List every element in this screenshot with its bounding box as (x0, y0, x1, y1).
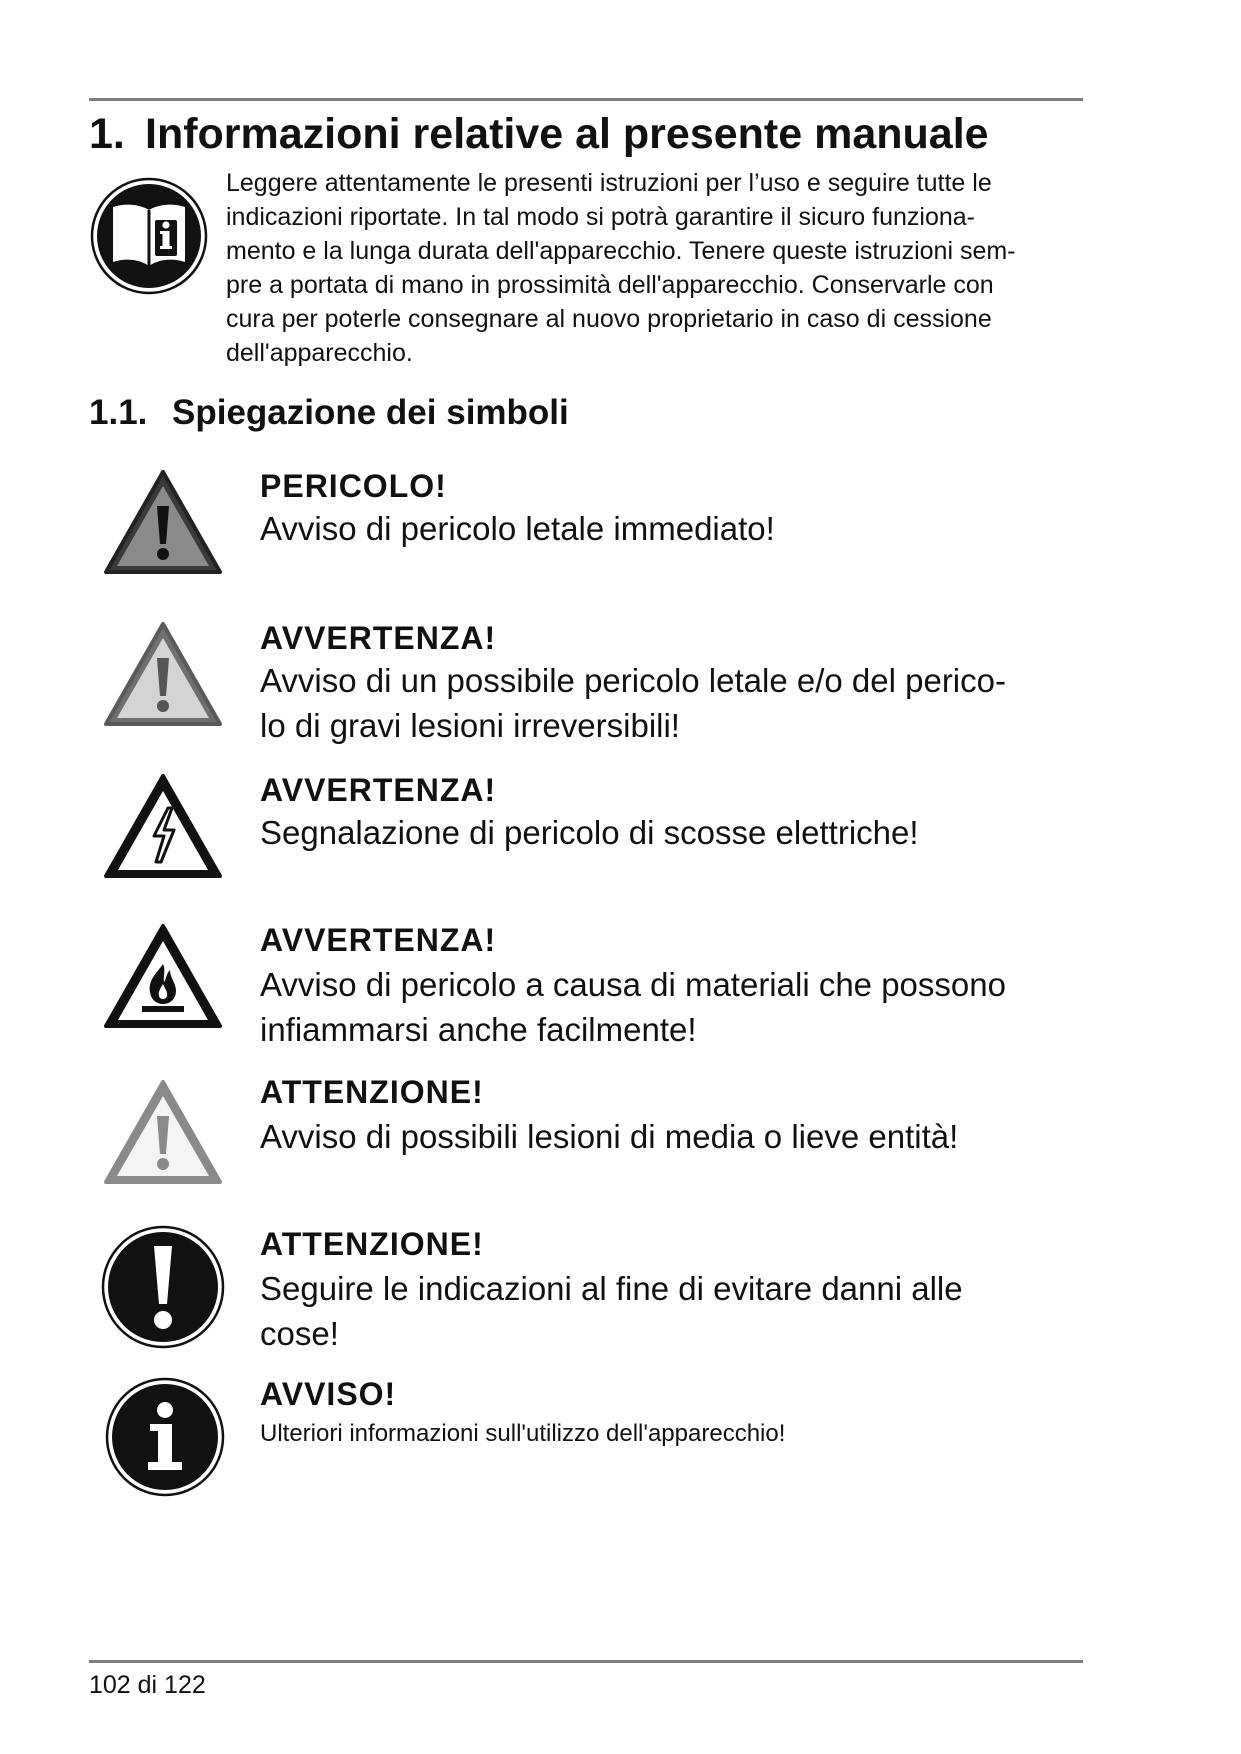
section-title: Informazioni relative al presente manuale (145, 110, 989, 158)
symbol-title: AVVERTENZA! (260, 620, 497, 656)
page-title (89, 106, 989, 162)
symbol-title: AVVERTENZA! (260, 922, 497, 958)
symbol-description (260, 658, 1080, 748)
intro-line: indicazioni riportate. In tal modo si potrà garantire il sicuro funziona- (226, 203, 975, 231)
bottom-rule (89, 1660, 1083, 1663)
symbol-title: ATTENZIONE! (260, 1074, 484, 1110)
intro-line: pre a portata di mano in prossimità dell'apparecchio. Conservarle con (226, 271, 994, 299)
subsection-title (89, 390, 569, 436)
subsection-number: 1.1. (89, 393, 148, 432)
symbol-description-line: Avviso di pericolo letale immediato! (260, 510, 775, 547)
manual-info-icon (89, 176, 209, 296)
symbol-description (260, 962, 1080, 1052)
section-number: 1. (89, 110, 125, 158)
intro-paragraph (226, 166, 1086, 370)
subsection-text: Spiegazione dei simboli (172, 393, 569, 432)
symbol-description-line: Segnalazione di pericolo di scosse elettriche! (260, 814, 919, 851)
exclamation-circle-icon (100, 1224, 226, 1350)
intro-line: dell'apparecchio. (226, 339, 413, 367)
symbol-description-line: Ulteriori informazioni sull'utilizzo dell'apparecchio! (260, 1420, 786, 1447)
symbol-description-line: Avviso di possibili lesioni di media o lieve entità! (260, 1118, 959, 1155)
symbol-title: AVVISO! (260, 1376, 397, 1412)
danger-triangle-icon (100, 462, 226, 588)
symbol-description-line: lo di gravi lesioni irreversibili! (260, 707, 680, 744)
symbol-description-line: Avviso di un possibile pericolo letale e/o del perico- (260, 662, 1006, 699)
symbol-title: AVVERTENZA! (260, 772, 497, 808)
symbol-description-line: Avviso di pericolo a causa di materiali che possono (260, 966, 1006, 1003)
intro-line: Leggere attentamente le presenti istruzioni per l’uso e seguire tutte le (226, 169, 992, 197)
symbol-description (260, 810, 1080, 855)
symbol-description-line: infiammarsi anche facilmente! (260, 1011, 697, 1048)
info-circle-icon (102, 1374, 228, 1500)
flammable-icon (100, 916, 226, 1042)
symbol-description-line: Seguire le indicazioni al fine di evitare danni alle (260, 1270, 963, 1307)
intro-line: cura per poterle consegnare al nuovo proprietario in caso di cessione (226, 305, 992, 333)
caution-triangle-icon (100, 1072, 226, 1198)
symbol-title: ATTENZIONE! (260, 1226, 484, 1262)
symbol-description (260, 1114, 1080, 1159)
page-number: 102 di 122 (89, 1671, 206, 1699)
symbol-title: PERICOLO! (260, 468, 447, 504)
symbol-description (260, 1418, 1080, 1450)
warning-triangle-icon (100, 614, 226, 740)
electric-shock-icon (100, 766, 226, 892)
top-rule (89, 98, 1083, 101)
symbol-description (260, 506, 1080, 551)
symbol-description (260, 1266, 1080, 1356)
intro-line: mento e la lunga durata dell'apparecchio. Tenere queste istruzioni sem- (226, 237, 1016, 265)
symbol-description-line: cose! (260, 1315, 339, 1352)
